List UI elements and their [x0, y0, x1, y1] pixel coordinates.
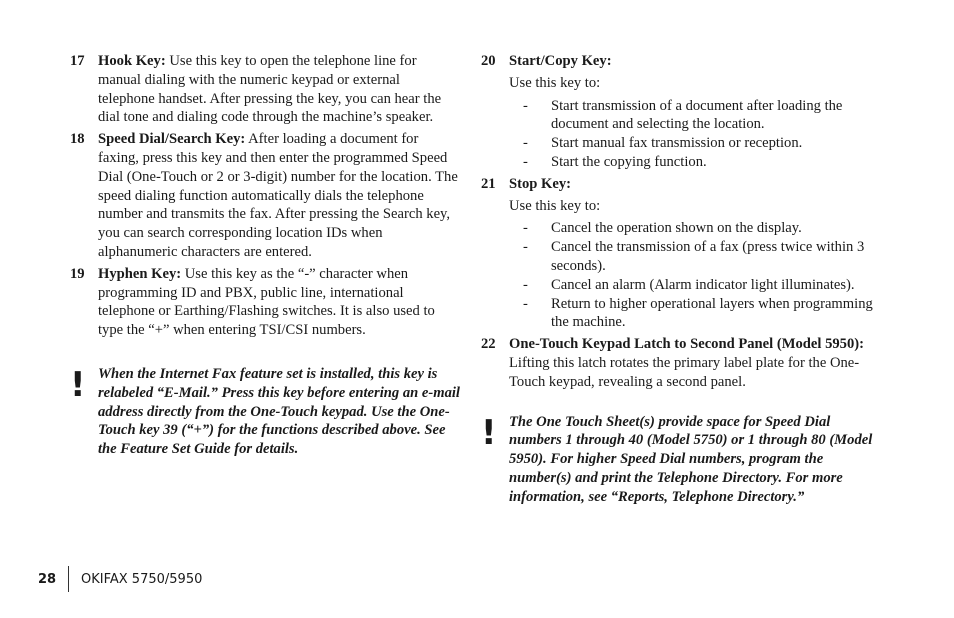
item-number: 18	[70, 131, 85, 148]
dash-icon: -	[523, 276, 528, 293]
list-item	[523, 153, 873, 172]
list-item	[523, 134, 873, 153]
note-text: When the Internet Fax feature set is installed, this key is relabeled “E-Mail.” Press this key before entering an e-mail address directly from the One-Touch keypad. Use the One-Touch key 39 (“+”) for the functions described above. See the Feature Set Guide for details.	[98, 365, 460, 458]
list-item	[523, 97, 873, 135]
note-internet-fax	[70, 365, 460, 459]
dash-icon: -	[523, 135, 528, 152]
list-item-text: Cancel the operation shown on the display.	[551, 220, 802, 237]
page-number: 28	[38, 571, 57, 587]
item-start-copy-key	[481, 52, 873, 71]
item-term: Stop Key:	[509, 175, 572, 192]
item-speed-dial-search-key	[70, 130, 460, 262]
dash-icon: -	[523, 97, 528, 114]
exclamation-icon: !	[70, 364, 86, 405]
dash-icon: -	[523, 295, 528, 312]
item-description: Lifting this latch rotates the primary label plate for the One-Touch keypad, revealing a second panel.	[509, 354, 860, 390]
list-item-text: Start the copying function.	[551, 153, 707, 170]
list-item	[523, 238, 873, 276]
note-one-touch-sheet	[481, 413, 873, 507]
list-item	[523, 295, 873, 333]
item-hook-key	[70, 52, 460, 127]
item-term: One-Touch Keypad Latch to Second Panel (Model 5950):	[509, 336, 864, 353]
item-stop-key	[481, 175, 873, 194]
page-footer	[38, 566, 202, 592]
bullet-list	[481, 219, 873, 332]
list-item-text: Return to higher operational layers when programming the machine.	[551, 295, 873, 331]
item-description: After loading a document for faxing, press this key and then enter the programmed Speed Dial (One-Touch or 2 or 3-digit) number for the location. The speed dialing function automatically dials the telephone number and transmits the fax. After pressing the Search key, you can search corresponding location IDs when alphanumeric characters are entered.	[98, 131, 458, 260]
list-item-text: Cancel the transmission of a fax (press twice within 3 seconds).	[551, 239, 865, 274]
item-one-touch-keypad-latch	[481, 335, 873, 391]
dash-icon: -	[523, 153, 528, 170]
item-hyphen-key	[70, 265, 460, 340]
item-intro: Use this key to:	[509, 74, 601, 91]
item-term: Start/Copy Key:	[509, 53, 612, 69]
item-number: 21	[481, 175, 496, 192]
list-item	[523, 276, 873, 295]
dash-icon: -	[523, 220, 528, 237]
right-column	[481, 52, 873, 507]
item-term: Hook Key:	[98, 53, 166, 69]
item-description: Use this key as the “-” character when programming ID and PBX, public line, international telephone or Earthing/Flashing switches. It is also used to type the “+” when entering TSI/CSI numbers.	[98, 265, 435, 339]
footer-divider	[68, 566, 69, 592]
item-intro: Use this key to:	[509, 197, 601, 214]
item-number: 22	[481, 336, 496, 353]
item-number: 19	[70, 265, 85, 282]
note-text: The One Touch Sheet(s) provide space for Speed Dial numbers 1 through 40 (Model 5750) or 1 through 80 (Model 5950). For higher Speed Dial numbers, program the number(s) and print the Telephone Directory. For more information, see “Reports, Telephone Directory.”	[509, 413, 873, 505]
item-term: Hyphen Key:	[98, 265, 182, 282]
exclamation-icon: !	[481, 412, 497, 453]
document-title: OKIFAX 5750/5950	[81, 571, 203, 587]
item-number: 20	[481, 53, 496, 69]
dash-icon: -	[523, 239, 528, 256]
item-term: Speed Dial/Search Key:	[98, 131, 246, 148]
item-number: 17	[70, 53, 85, 69]
item-description: Use this key to open the telephone line for manual dialing with the numeric keypad or external telephone handset. After pressing the key, you can hear the dial tone and dialing code through the machine’s speaker.	[98, 53, 442, 126]
list-item	[523, 219, 873, 238]
list-item-text: Start manual fax transmission or reception.	[551, 135, 803, 152]
list-item-text: Start transmission of a document after loading the document and selecting the location.	[551, 97, 843, 133]
bullet-list	[481, 97, 873, 172]
left-column	[70, 52, 460, 459]
list-item-text: Cancel an alarm (Alarm indicator light illuminates).	[551, 276, 855, 293]
